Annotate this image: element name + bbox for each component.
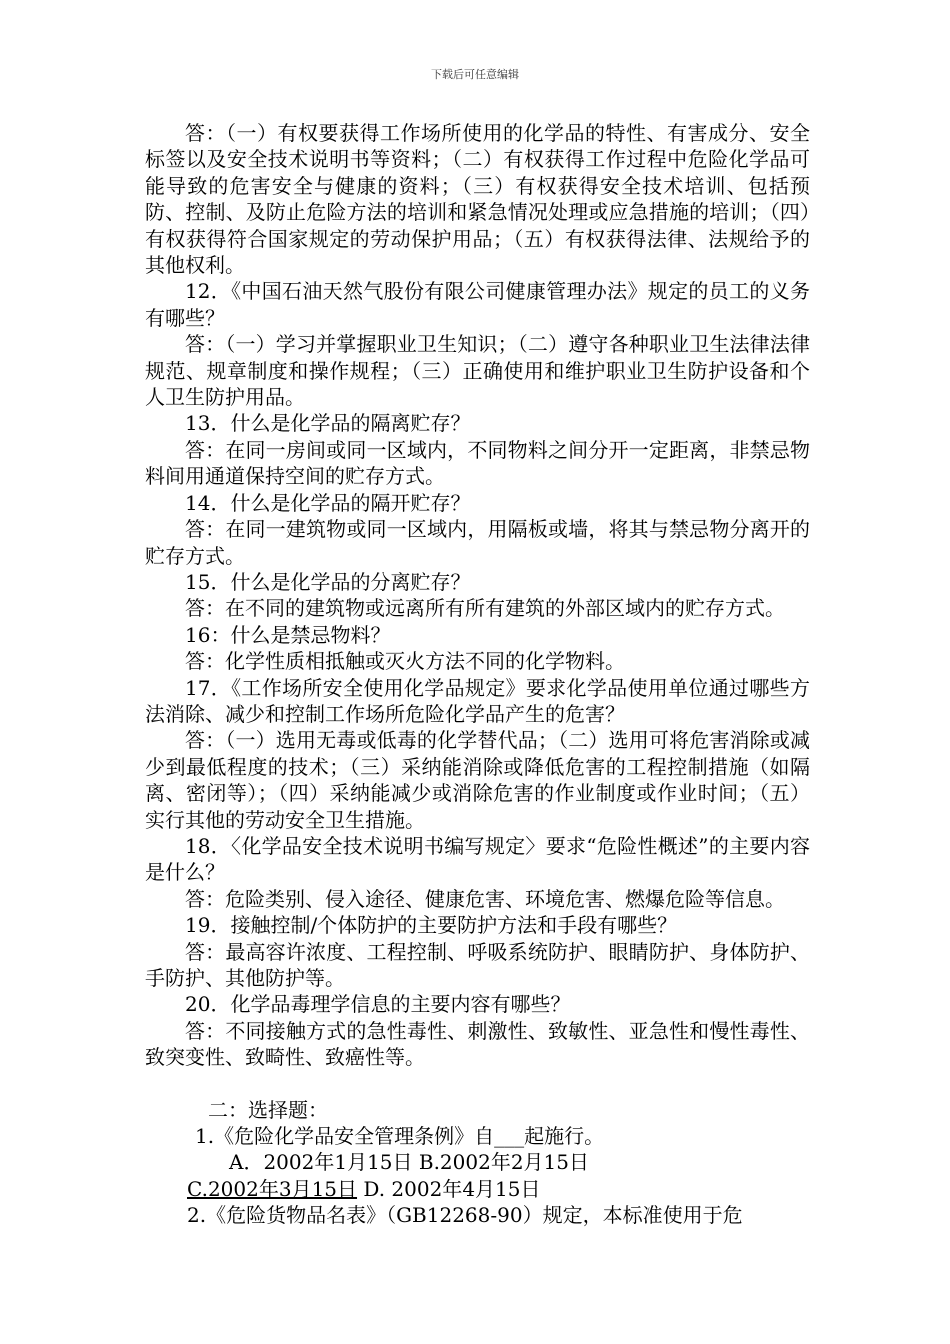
section-gap: [145, 1071, 810, 1097]
answer-20: 答：不同接触方式的急性毒性、刺激性、致敏性、亚急性和慢性毒性、致突变性、致畸性、致癌性等。: [145, 1018, 810, 1070]
document-body: [145, 120, 810, 1229]
question-19: 19．接触控制/个体防护的主要防护方法和手段有哪些？: [185, 913, 678, 938]
choice-option-c-answer: C.2002年3月15日: [187, 1176, 358, 1201]
question-20: 20．化学品毒理学信息的主要内容有哪些？: [185, 992, 571, 1017]
question-17: 17．《工作场所安全使用化学品规定》要求化学品使用单位通过哪些方法消除、减少和控制工作场所危险化学品产生的危害？: [145, 675, 810, 726]
answer-18: 答：危险类别、侵入途径、健康危害、环境危害、燃爆危险等信息。: [185, 886, 785, 911]
question-14: 14．什么是化学品的隔开贮存？: [185, 490, 471, 515]
question-15: 15．什么是化学品的分离贮存？: [185, 569, 471, 594]
choice-options-ab: A．2002年1月15日 B.2002年2月15日: [229, 1150, 589, 1175]
answer-16: 答：化学性质相抵触或灭火方法不同的化学物料。: [185, 649, 625, 674]
question-18: 18．〈化学品安全技术说明书编写规定〉要求“危险性概述”的主要内容是什么？: [145, 833, 810, 885]
answer-15: 答：在不同的建筑物或远离所有所有建筑的外部区域内的贮存方式。: [185, 596, 785, 621]
choice-options-cd: [145, 1176, 810, 1202]
answer-14: 答：在同一建筑物或同一区域内，用隔板或墙，将其与禁忌物分离开的贮存方式。: [145, 517, 810, 568]
answer-17: 答：（一）选用无毒或低毒的化学替代品；（二）选用可将危害消除或减少到最低程度的技术；（三）采纳能消除或降低危害的工程控制措施（如隔离、密闭等）；（四）采纳能减少或消除危害的作业制度或作业时间；（五）实行其他的劳动安全卫生措施。: [145, 728, 810, 832]
question-16: 16：什么是禁忌物料？: [185, 622, 391, 647]
answer-19: 答：最高容许浓度、工程控制、呼吸系统防护、眼睛防护、身体防护、手防护、其他防护等。: [145, 939, 810, 990]
choice-question-2: 2.《危险货物品名表》（GB12268-90）规定，本标准使用于危: [187, 1203, 743, 1228]
page-header: 下载后可任意编辑: [431, 68, 519, 81]
question-12: 12．《中国石油天然气股份有限公司健康管理办法》规定的员工的义务有哪些？: [145, 279, 810, 330]
answer-11: 答：（一）有权要获得工作场所使用的化学品的特性、有害成分、安全标签以及安全技术说明书等资料；（二）有权获得工作过程中危险化学品可能导致的危害安全与健康的资料；（三）有权获得安全技术培训、包括预防、控制、及防止危险方法的培训和紧急情况处理或应急措施的培训；（四）有权获得符合国家规定的劳动保护用品；（五）有权获得法律、法规给予的其他权利。: [145, 121, 810, 278]
question-13: 13．什么是化学品的隔离贮存？: [185, 411, 471, 436]
section-title: 二：选择题：: [208, 1097, 328, 1122]
answer-12: 答：（一）学习并掌握职业卫生知识；（二）遵守各种职业卫生法律法律规范、规章制度和操作规程；（三）正确使用和维护职业卫生防护设备和个人卫生防护用品。: [145, 332, 810, 410]
choice-option-d: D. 2002年4月15日: [357, 1176, 541, 1201]
answer-13: 答：在同一房间或同一区域内，不同物料之间分开一定距离，非禁忌物料间用通道保持空间的贮存方式。: [145, 437, 810, 489]
choice-question-1: 1.《危险化学品安全管理条例》自___起施行。: [195, 1124, 605, 1149]
